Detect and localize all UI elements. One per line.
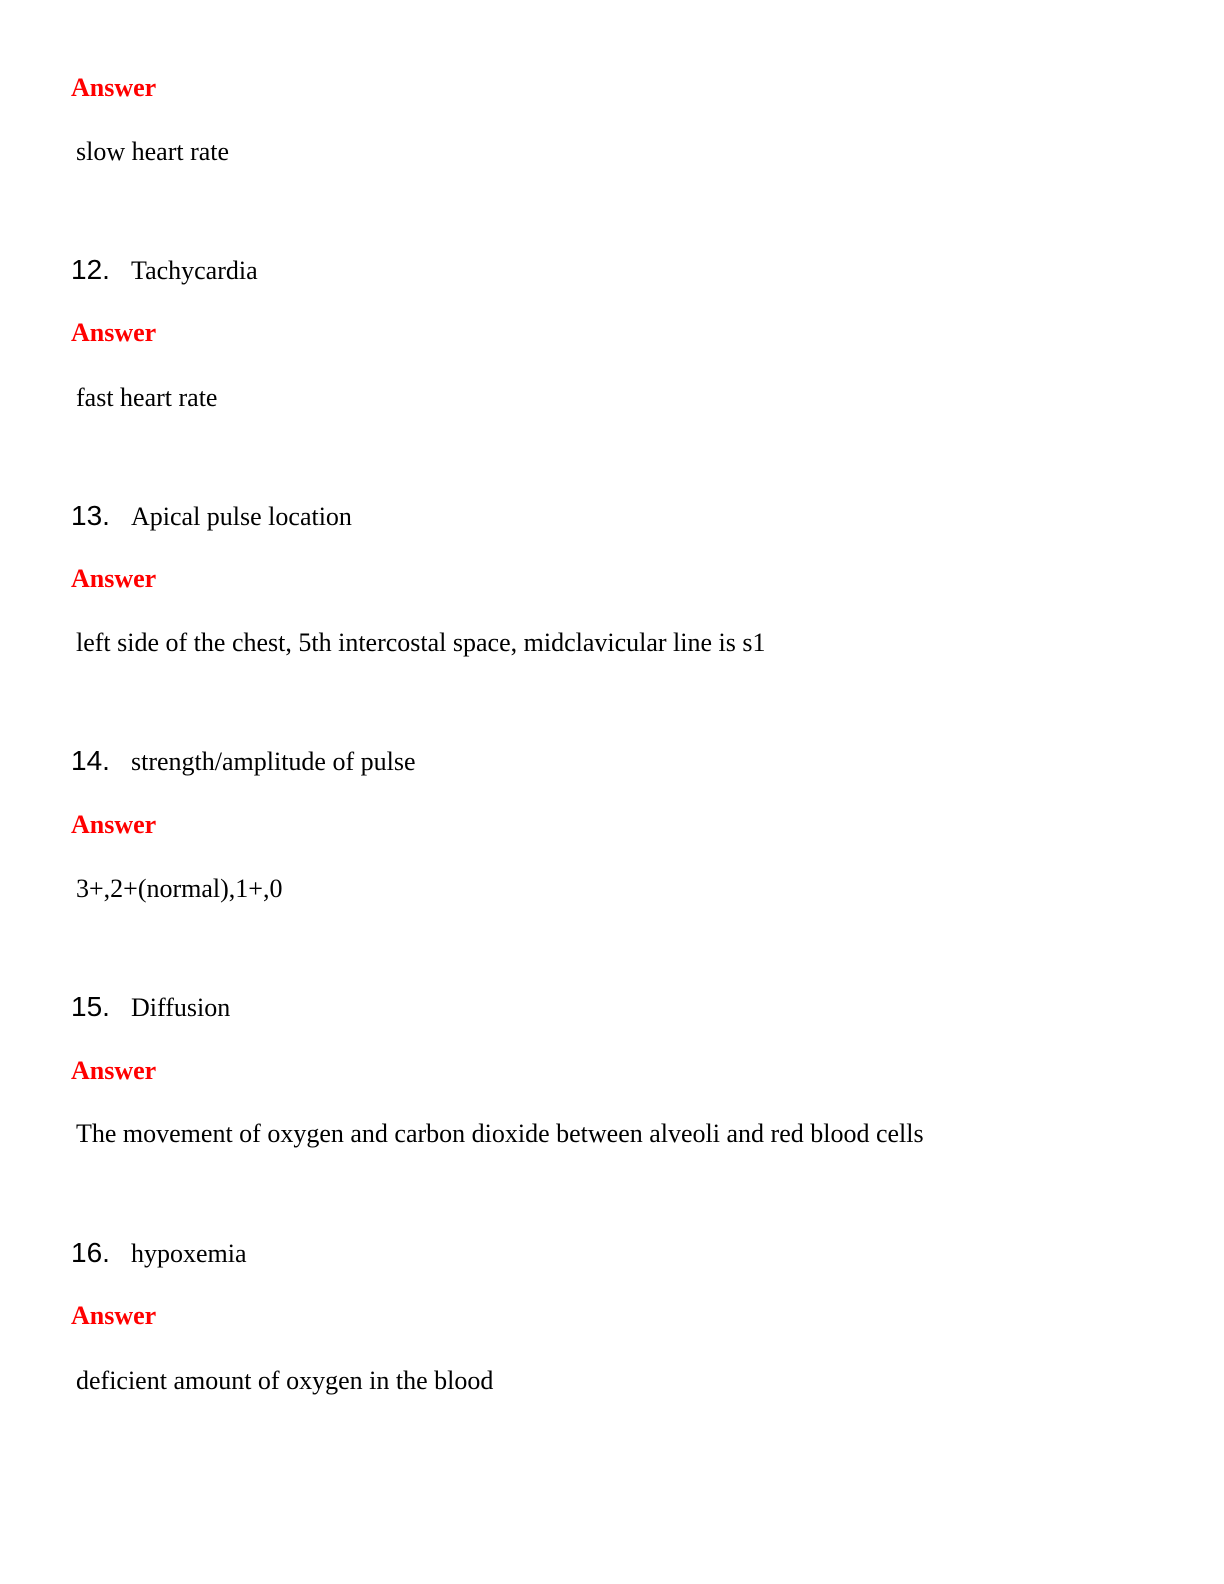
answer-label: Answer — [71, 1056, 157, 1085]
question-text: Tachycardia — [131, 256, 258, 285]
answer-text: deficient amount of oxygen in the blood — [76, 1366, 494, 1395]
answer-text: The movement of oxygen and carbon dioxide between alveoli and red blood cells — [76, 1119, 924, 1148]
question-number: 16. — [71, 1237, 110, 1268]
answer-text: left side of the chest, 5th intercostal space, midclavicular line is s1 — [76, 628, 766, 657]
question-item — [71, 500, 352, 537]
answer-label: Answer — [71, 1301, 157, 1330]
question-item — [71, 1237, 247, 1274]
answer-label: Answer — [71, 810, 157, 839]
answer-text: 3+,2+(normal),1+,0 — [76, 874, 283, 903]
question-number: 14. — [71, 745, 110, 776]
question-text: strength/amplitude of pulse — [131, 747, 416, 776]
question-text: hypoxemia — [131, 1239, 247, 1268]
question-number: 15. — [71, 991, 110, 1022]
answer-text: slow heart rate — [76, 137, 230, 166]
answer-text: fast heart rate — [76, 383, 218, 412]
question-number: 13. — [71, 500, 110, 531]
question-text: Diffusion — [131, 993, 231, 1022]
answer-label: Answer — [71, 564, 157, 593]
answer-label: Answer — [71, 73, 157, 102]
question-item — [71, 254, 258, 291]
question-text: Apical pulse location — [131, 502, 352, 531]
question-number: 12. — [71, 254, 110, 285]
question-item — [71, 745, 416, 782]
question-item — [71, 991, 230, 1028]
answer-label: Answer — [71, 318, 157, 347]
